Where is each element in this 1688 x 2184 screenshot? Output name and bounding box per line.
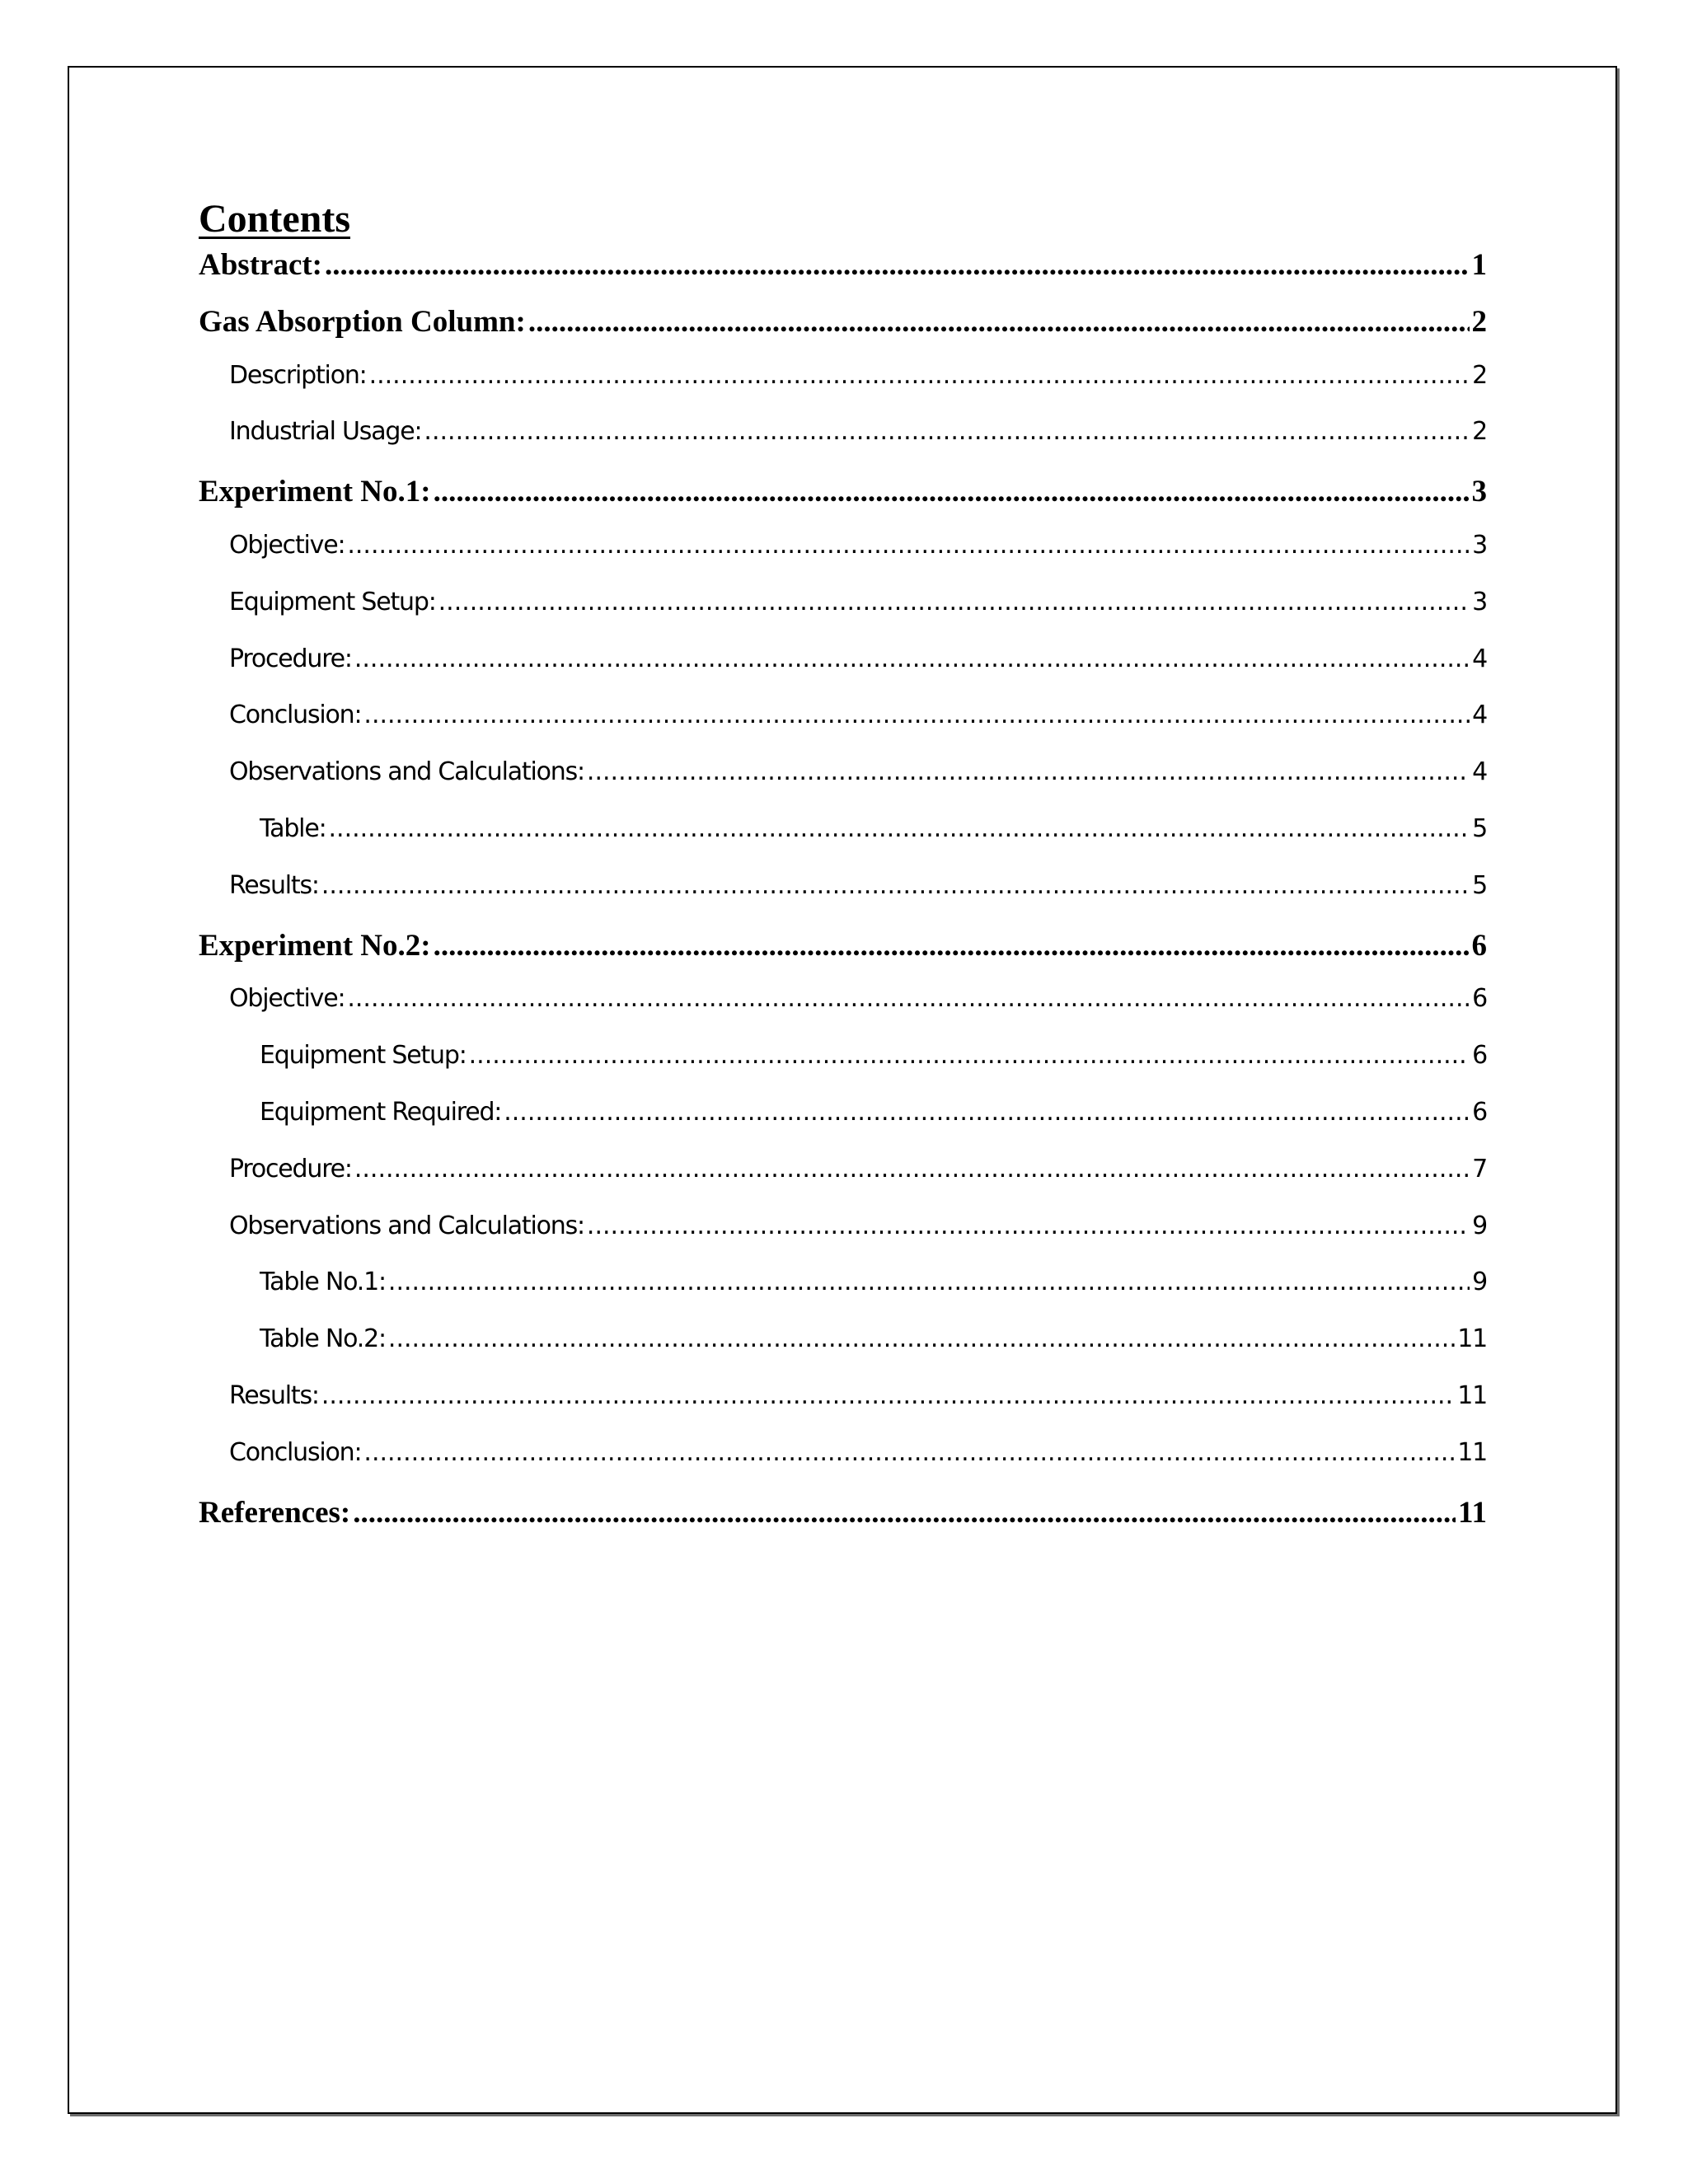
toc-entry-page: 6 [1472,1098,1487,1127]
dot-leader [504,1098,1470,1127]
dot-leader [469,1041,1470,1070]
toc-entry-label: Abstract: [199,248,323,282]
dot-leader [587,1212,1470,1240]
toc-entry[interactable] [199,247,1487,288]
dot-leader [434,474,1470,509]
toc-entry[interactable] [199,644,1487,686]
toc-entry[interactable] [199,1098,1487,1139]
toc-entry-label: Table No.1: [260,1268,386,1297]
toc-entry-page: 1 [1471,248,1487,282]
dot-leader [363,1438,1455,1467]
toc-entry[interactable] [199,588,1487,629]
toc-entry-page: 11 [1457,1324,1487,1354]
toc-entry-page: 3 [1471,475,1487,509]
toc-entry[interactable] [199,1212,1487,1253]
dot-leader [347,984,1470,1013]
dot-leader [434,928,1470,963]
toc-entry[interactable] [199,531,1487,572]
toc-entry-label: Equipment Setup: [260,1041,467,1071]
toc-entry-label: Equipment Setup: [229,587,436,616]
toc-entry-page: 2 [1472,417,1487,447]
toc-entry-page: 5 [1472,870,1487,900]
toc-entry-label: Procedure: [229,1154,352,1183]
toc-entry-page: 6 [1471,928,1487,963]
dot-leader [321,1381,1455,1410]
toc-entry[interactable] [199,1324,1487,1366]
toc-entry-page: 2 [1471,304,1487,339]
toc-entry-label: References: [199,1495,351,1530]
toc-entry-page: 6 [1472,984,1487,1014]
toc-entry[interactable] [199,984,1487,1025]
dot-leader [363,701,1470,729]
toc-entry-label: Industrial Usage: [229,417,422,447]
toc-entry-page: 9 [1472,1268,1487,1297]
toc-entry-page: 2 [1472,360,1487,390]
toc-entry-page: 7 [1472,1154,1487,1183]
toc-entry-label: Procedure: [229,644,352,673]
toc-entry[interactable] [199,871,1487,912]
toc-entry-page: 6 [1472,1041,1487,1071]
toc-entry-label: Equipment Required: [260,1098,502,1127]
toc-entry-page: 4 [1472,701,1487,730]
toc-entry[interactable] [199,928,1487,969]
toc-entry[interactable] [199,304,1487,345]
toc-entry[interactable] [199,1268,1487,1309]
toc-entry-page: 11 [1457,1381,1487,1410]
toc-entry[interactable] [199,701,1487,742]
toc-entry-label: Observations and Calculations: [229,1211,584,1240]
toc-entry-label: Observations and Calculations: [229,757,584,787]
dot-leader [353,1495,1456,1530]
dot-leader [347,531,1470,560]
toc-title: Contents [199,197,351,241]
toc-entry-label: Results: [229,870,319,900]
dot-leader [325,247,1469,283]
dot-leader [354,644,1470,673]
dot-leader [321,871,1470,900]
toc-entry-label: Experiment No.1: [199,475,431,509]
toc-entry[interactable] [199,361,1487,402]
dot-leader [388,1268,1470,1296]
toc-entry-label: Objective: [229,984,345,1014]
toc-entry-page: 4 [1472,644,1487,673]
toc-entry-label: Gas Absorption Column: [199,304,526,339]
toc-entry-page: 3 [1472,531,1487,560]
toc-entry[interactable] [199,1495,1487,1536]
toc-entry[interactable] [199,417,1487,458]
toc-entry-label: Description: [229,360,367,390]
toc-entry-label: Table No.2: [260,1324,386,1354]
toc-entry-label: Results: [229,1381,319,1410]
toc-entry-label: Experiment No.2: [199,928,431,963]
dot-leader [329,814,1470,843]
toc-entry[interactable] [199,1041,1487,1082]
toc-entry-label: Table: [260,814,326,843]
toc-entry-label: Conclusion: [229,1437,362,1467]
toc-entry-page: 4 [1472,757,1487,787]
dot-leader [528,304,1470,340]
toc-entry-page: 11 [1457,1437,1487,1467]
toc-entry-page: 3 [1472,587,1487,616]
toc-entry-page: 11 [1458,1495,1487,1530]
toc-entry[interactable] [199,1438,1487,1479]
toc-entry[interactable] [199,814,1487,855]
toc-entry[interactable] [199,1155,1487,1196]
toc-entry-page: 5 [1472,814,1487,843]
toc-entry-page: 9 [1472,1211,1487,1240]
dot-leader [424,417,1470,446]
toc-entry[interactable] [199,474,1487,515]
toc-entry-label: Conclusion: [229,701,362,730]
dot-leader [438,588,1470,616]
dot-leader [354,1155,1470,1183]
dot-leader [388,1324,1455,1353]
toc-entry[interactable] [199,1381,1487,1422]
dot-leader [369,361,1470,390]
dot-leader [587,757,1470,786]
toc-entry-label: Objective: [229,531,345,560]
toc-entry[interactable] [199,757,1487,799]
